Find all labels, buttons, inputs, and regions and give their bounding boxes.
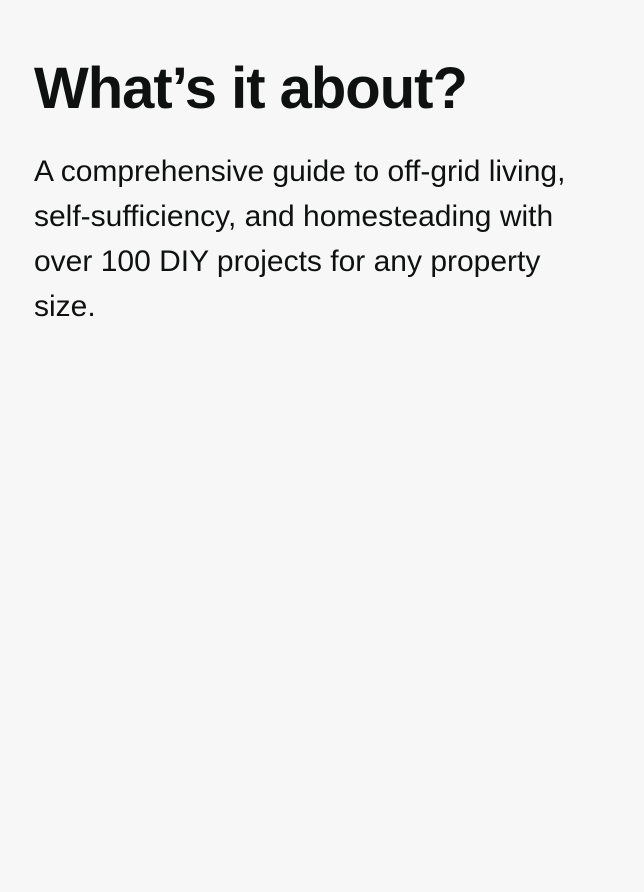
section-title: What’s it about? (34, 56, 467, 121)
about-section (0, 0, 644, 329)
section-description: A comprehensive guide to off-grid living, self-sufficiency, and homesteading with over 100 DIY projects for any property size. (34, 154, 566, 323)
